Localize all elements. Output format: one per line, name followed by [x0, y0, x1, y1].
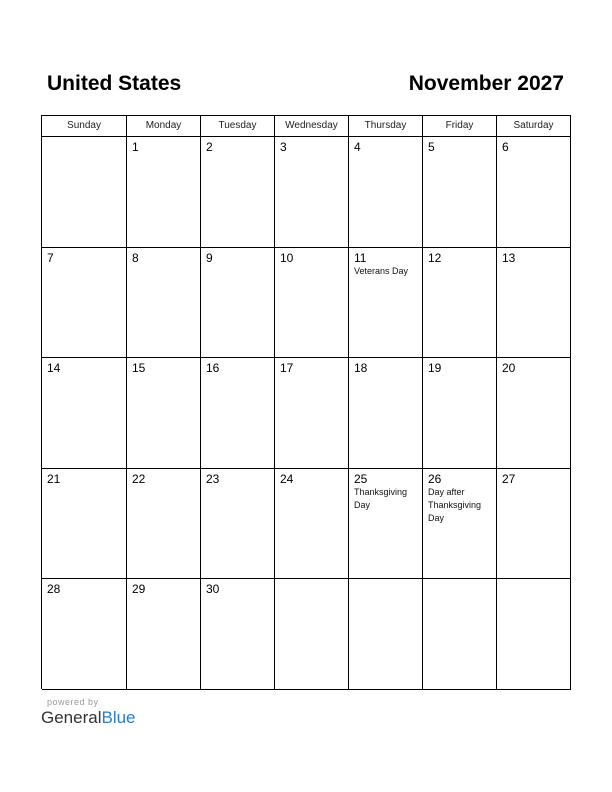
day-cell: [201, 137, 275, 248]
weekday-wednesday: Wednesday: [275, 116, 349, 137]
week-row-3: [42, 358, 571, 469]
day-number: 21: [47, 471, 61, 486]
holiday-label: Day after Thanksgiving Day: [428, 486, 482, 523]
brand-blue-text: Blue: [101, 708, 136, 727]
day-cell: [127, 469, 201, 580]
day-cell: [42, 469, 127, 580]
weekday-saturday: Saturday: [497, 116, 571, 137]
weekday-monday: Monday: [127, 116, 201, 137]
day-number: 3: [280, 140, 287, 154]
day-cell: [497, 579, 571, 690]
day-cell: [423, 358, 497, 469]
day-number: 27: [502, 471, 516, 486]
day-number: 14: [47, 361, 61, 375]
week-row-4: [42, 469, 571, 580]
holiday-label: Thanksgiving Day: [354, 486, 408, 510]
powered-by-text: powered by: [47, 697, 99, 707]
weekday-header-row: [42, 116, 571, 137]
day-cell: [42, 579, 127, 690]
day-cell: [275, 579, 349, 690]
day-cell: [497, 469, 571, 580]
day-cell: [275, 248, 349, 359]
day-cell: [497, 137, 571, 248]
day-cell: [423, 579, 497, 690]
day-cell: [497, 358, 571, 469]
day-cell: [275, 358, 349, 469]
day-number: 10: [280, 250, 294, 265]
day-number: 13: [502, 250, 516, 265]
day-number: 7: [47, 250, 54, 265]
day-cell: [349, 137, 423, 248]
day-cell: [349, 579, 423, 690]
day-cell: [423, 248, 497, 359]
day-cell: [349, 469, 423, 580]
day-number: 18: [354, 361, 368, 375]
weekday-thursday: Thursday: [349, 116, 423, 137]
country-title: United States: [47, 72, 182, 95]
day-number: 5: [428, 140, 435, 154]
day-cell: [423, 137, 497, 248]
day-number: 25: [354, 471, 368, 486]
day-number: 26: [428, 471, 442, 486]
day-number: 29: [132, 582, 146, 596]
day-number: 1: [132, 140, 139, 154]
week-row-2: [42, 248, 571, 359]
day-number: 22: [132, 471, 146, 486]
day-number: 4: [354, 140, 361, 154]
day-cell: [42, 358, 127, 469]
day-number: 24: [280, 471, 294, 486]
day-cell: [201, 469, 275, 580]
month-year-title: November 2027: [408, 72, 564, 95]
day-cell: [423, 469, 497, 580]
weekday-tuesday: Tuesday: [201, 116, 275, 137]
day-cell: [349, 358, 423, 469]
day-cell: [349, 248, 423, 359]
day-cell: [201, 579, 275, 690]
generalblue-logo[interactable]: [41, 708, 136, 728]
day-number: 8: [132, 250, 139, 265]
weekday-friday: Friday: [423, 116, 497, 137]
week-row-1: [42, 137, 571, 248]
day-cell: [127, 248, 201, 359]
day-cell: [42, 248, 127, 359]
day-number: 15: [132, 361, 146, 375]
holiday-label: Veterans Day: [354, 265, 409, 276]
day-number: 2: [206, 140, 213, 154]
day-number: 9: [206, 250, 213, 265]
week-row-5: [42, 579, 571, 690]
weekday-sunday: Sunday: [42, 116, 127, 137]
brand-general-text: General: [41, 708, 102, 727]
day-number: 6: [502, 140, 509, 154]
day-number: 23: [206, 471, 220, 486]
day-number: 28: [47, 582, 61, 596]
day-number: 19: [428, 361, 442, 375]
day-cell: [275, 137, 349, 248]
day-number: 12: [428, 250, 442, 265]
day-cell: [275, 469, 349, 580]
day-number: 30: [206, 582, 220, 596]
day-number: 20: [502, 361, 516, 375]
day-number: 11: [354, 250, 367, 265]
day-cell: [201, 358, 275, 469]
day-number: 16: [206, 361, 220, 375]
day-cell: [127, 358, 201, 469]
day-cell: [201, 248, 275, 359]
day-number: 17: [280, 361, 294, 375]
day-cell: [127, 579, 201, 690]
calendar-grid: [41, 115, 571, 689]
day-cell: [497, 248, 571, 359]
day-cell: [127, 137, 201, 248]
day-cell: [42, 137, 127, 248]
